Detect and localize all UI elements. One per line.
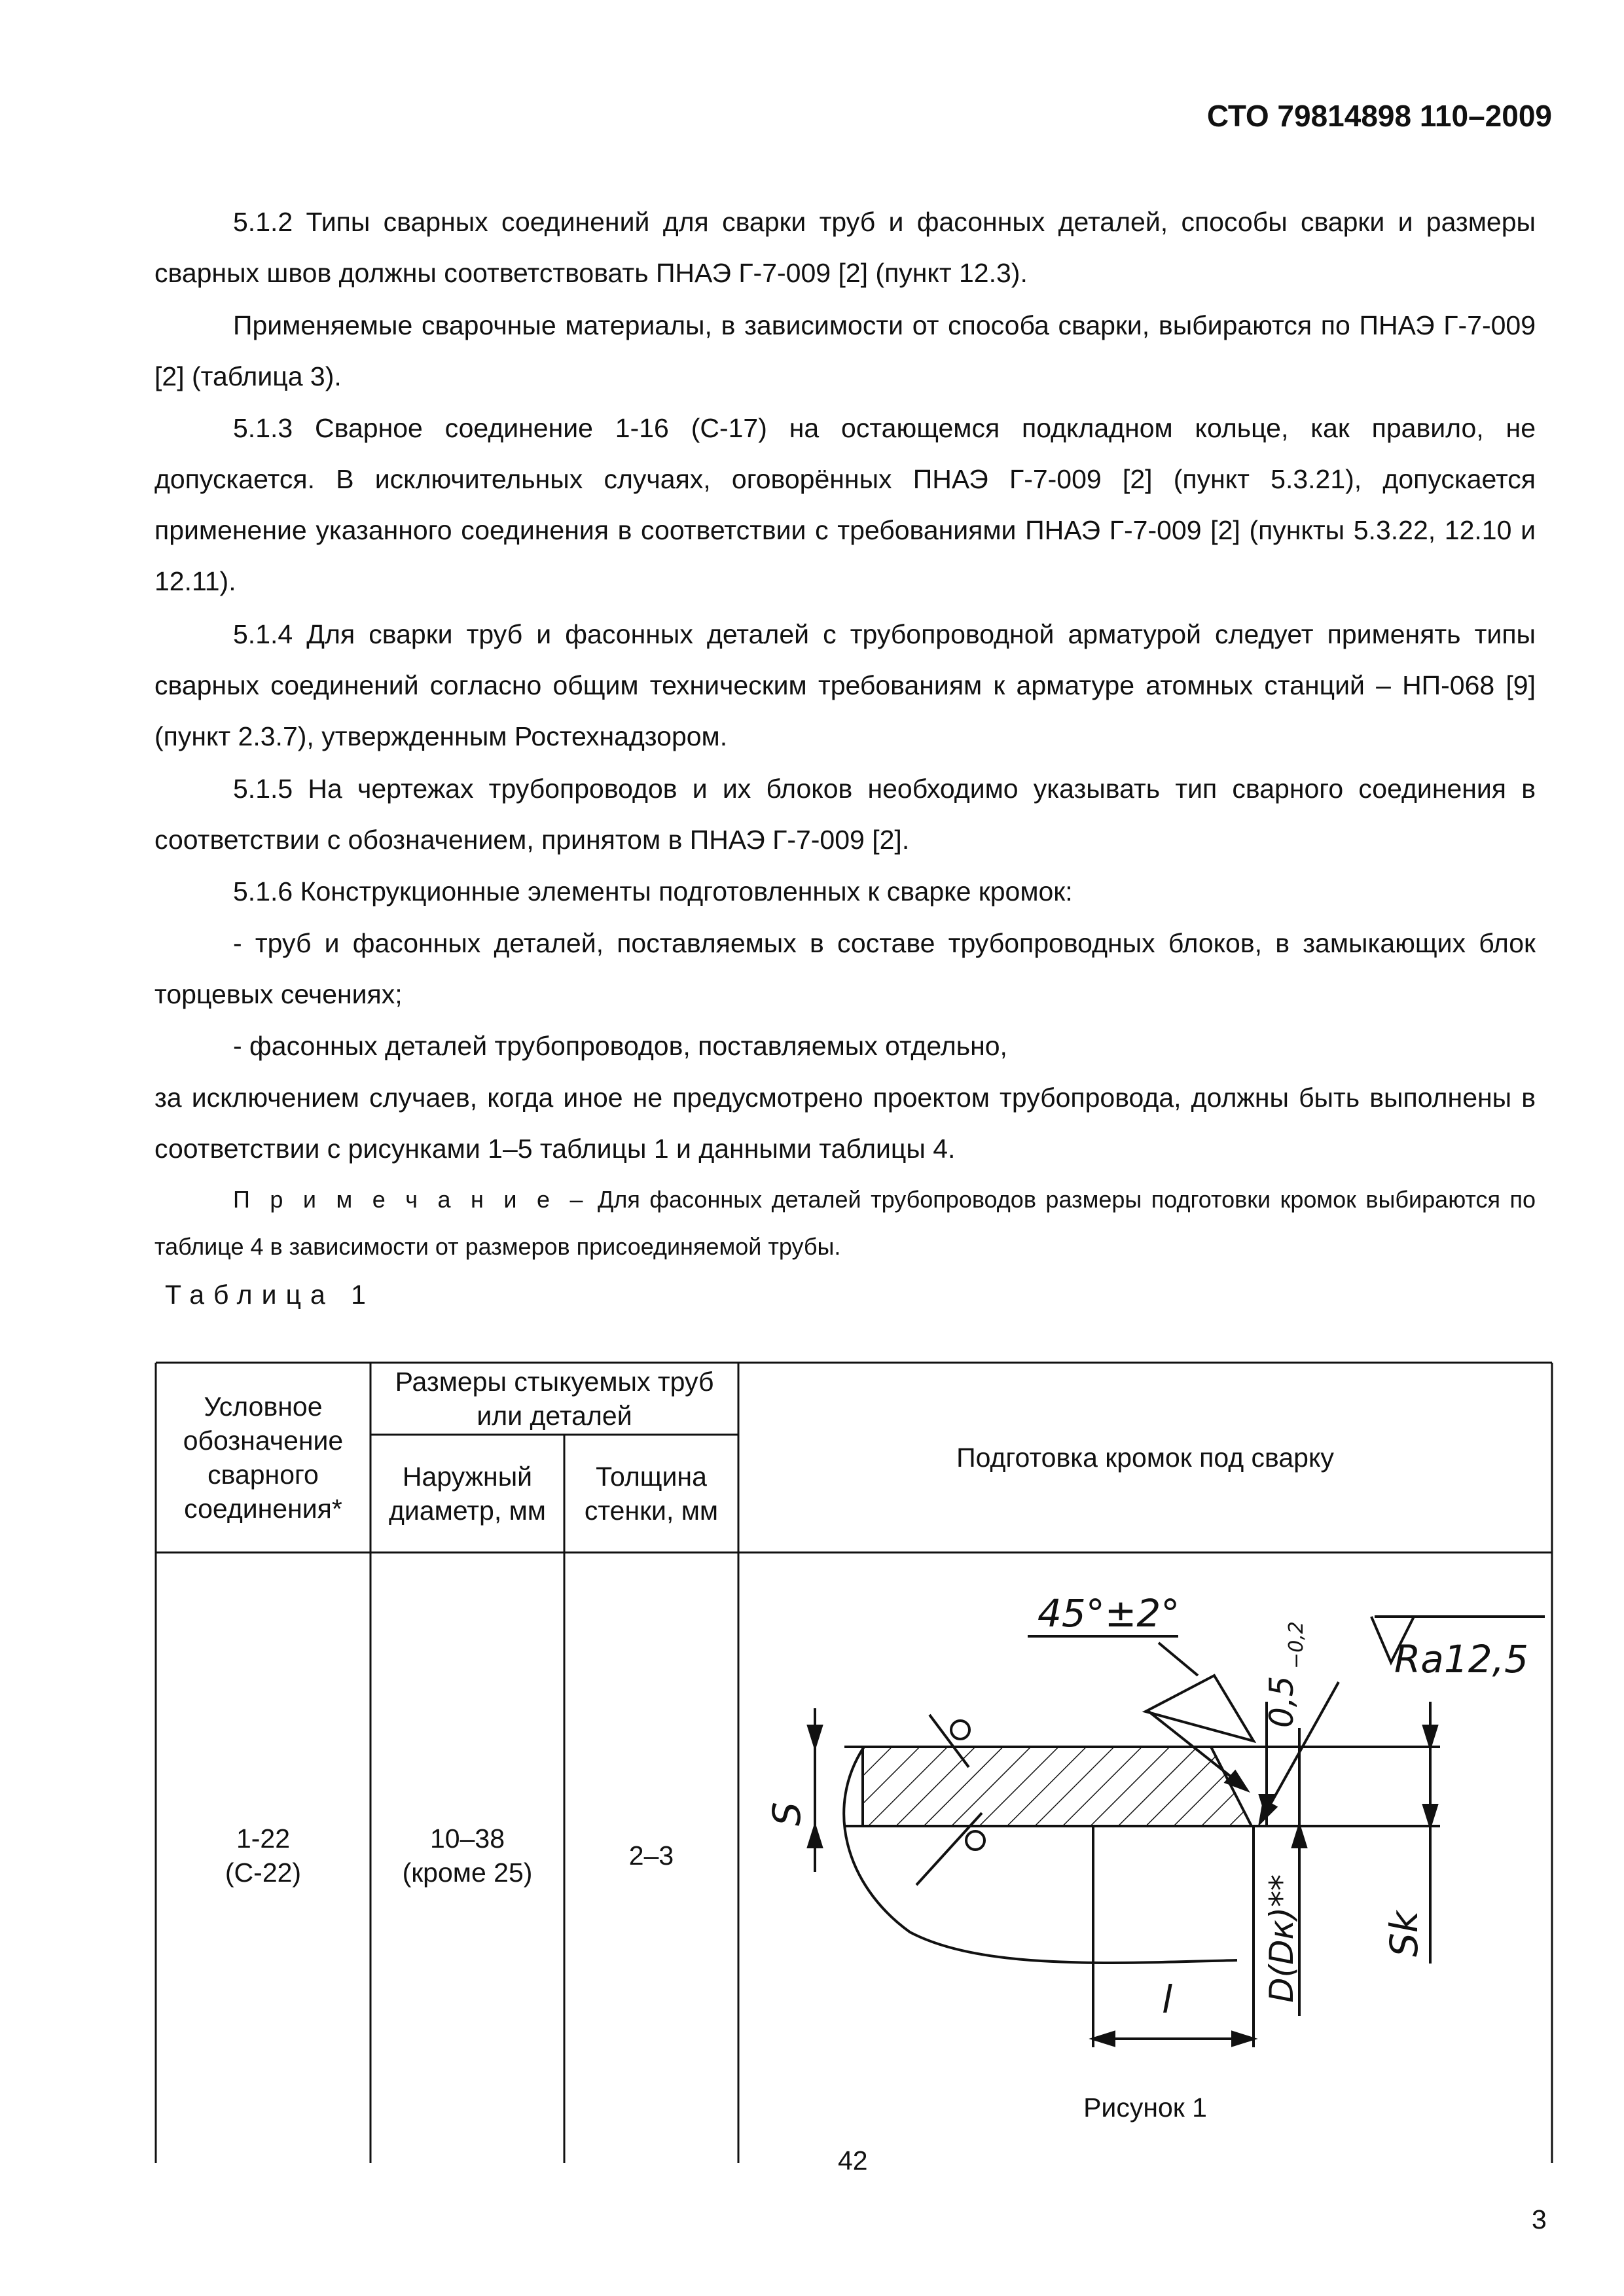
paragraph-list-item-2: - фасонных деталей трубопроводов, поставляемых отдельно, [233, 1031, 1007, 1061]
thickness-sk-label: Sk [1382, 1910, 1426, 1957]
cell-designation: 1-22 (С-22) [225, 1823, 302, 1888]
header-preparation: Подготовка кромок под сварку [956, 1443, 1334, 1473]
paragraph-5-1-4: 5.1.4 Для сварки труб и фасонных деталей с трубопроводной арматурой следует применять типы сварных соединений согласно общим техническим требованиям к арматуре атомных станций – НП-068 [9] (пункт 2.3.7), утвержденным Ростехнадзором. [154, 619, 1536, 751]
cell-diameter: 10–38 (кроме 25) [402, 1823, 533, 1888]
cell-thickness: 2–3 [628, 1840, 674, 1871]
roughness-label: Ra12,5 [1394, 1637, 1528, 1681]
paragraph-exceptions: за исключением случаев, когда иное не предусмотрено проектом трубопровода, должны быть выполнены в соответствии с рисунками 1–5 таблицы 1 и данными таблицы 4. [154, 1083, 1536, 1164]
tolerance-sub-label: −0,2 [1285, 1621, 1308, 1669]
table-caption: Таблица 1 [165, 1280, 375, 1310]
paragraph-list-item-1: - труб и фасонных деталей, поставляемых в составе трубопроводных блоков, в замыкающих блок торцевых сечениях; [154, 928, 1536, 1009]
angle-label: 45°±2° [1038, 1591, 1180, 1636]
note-label: П р и м е ч а н и е – [233, 1186, 588, 1213]
paragraph-5-1-5: 5.1.5 На чертежах трубопроводов и их блоков необходимо указывать тип сварного соединения в соответствии с обозначением, принятом в ПНАЭ Г-7-009 [2]. [154, 774, 1536, 855]
document-code: СТО 79814898 110–2009 [1206, 99, 1552, 133]
paragraph-materials: Применяемые сварочные материалы, в зависимости от способа сварки, выбираются по ПНАЭ Г-7-009 [2] (таблица 3). [154, 310, 1536, 391]
figure-caption: Рисунок 1 [1083, 2092, 1207, 2123]
corner-page-number: 3 [1532, 2204, 1547, 2234]
paragraph-5-1-2: 5.1.2 Типы сварных соединений для сварки труб и фасонных деталей, способы сварки и размеры сварных швов должны соответствовать ПНАЭ Г-7-009 [2] (пункт 12.3). [154, 207, 1536, 288]
paragraph-5-1-6: 5.1.6 Конструкционные элементы подготовленных к сварке кромок: [233, 876, 1073, 906]
note-text: Для фасонных деталей трубопроводов размеры подготовки кромок выбираются по таблице 4 в зависимости от размеров присоединяемой трубы. [154, 1186, 1536, 1260]
paragraph-5-1-3: 5.1.3 Сварное соединение 1-16 (С-17) на остающемся подкладном кольце, как правило, не допускается. В исключительных случаях, оговорённых ПНАЭ Г-7-009 [2] (пункт 5.3.21), допускается применение указанного соединения в соответствии с требованиями ПНАЭ Г-7-009 [2] (пункты 5.3.22, 12.10 и 12.11). [154, 413, 1536, 596]
header-designation: Условное обозначение сварного соединения* [183, 1391, 344, 1524]
center-page-number: 42 [838, 2145, 868, 2176]
diameter-label: D(Dк)** [1263, 1874, 1301, 2003]
header-sizes: Размеры стыкуемых труб или деталей [395, 1367, 714, 1431]
header-wall-thickness: Толщина стенки, мм [584, 1462, 719, 1526]
tolerance-label: 0,5 [1263, 1676, 1301, 1728]
length-label: l [1162, 1977, 1173, 2022]
header-outer-diameter: Наружный диаметр, мм [389, 1462, 546, 1526]
thickness-s-label: S [765, 1802, 809, 1826]
